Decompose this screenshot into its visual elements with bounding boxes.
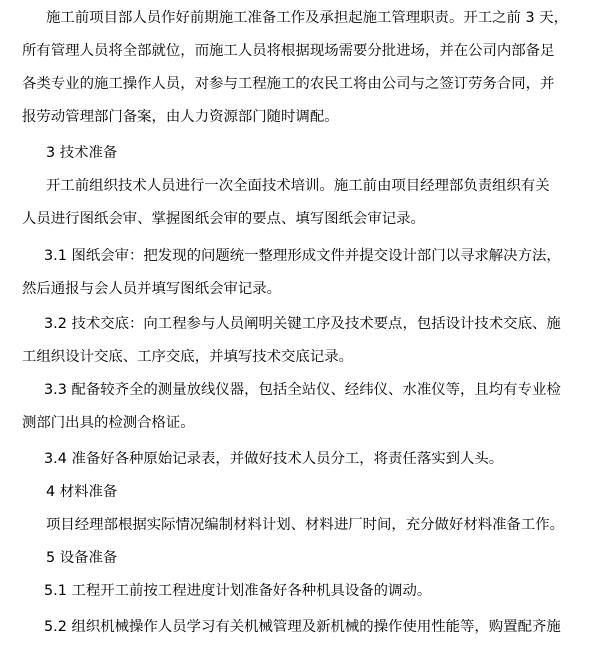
text-line: 所有管理人员将全部就位，而施工人员将根据现场需要分批进场，并在公司内部备足 xyxy=(22,43,555,59)
section-heading: 3 技术准备 xyxy=(46,145,118,161)
text-line: 3.4 准备好各种原始记录表，并做好技术人员分工，将责任落实到人头。 xyxy=(44,451,504,467)
section-heading: 5 设备准备 xyxy=(46,550,118,566)
text-line: 施工前项目部人员作好前期施工准备工作及承担起施工管理职责。开工之前 3 天， xyxy=(46,10,568,26)
text-line: 开工前组织技术人员进行一次全面技术培训。施工前由项目经理部负责组织有关 xyxy=(46,178,550,194)
text-line: 人员进行图纸会审、掌握图纸会审的要点、填写图纸会审记录。 xyxy=(22,211,425,227)
text-line: 测部门出具的检测合格证。 xyxy=(22,415,195,431)
text-line: 5.1 工程开工前按工程进度计划准备好各种机具设备的调动。 xyxy=(44,583,432,599)
section-heading: 4 材料准备 xyxy=(46,484,118,500)
text-line: 项目经理部根据实际情况编制材料计划、材料进厂时间，充分做好材料准备工作。 xyxy=(46,517,565,533)
text-line: 3.3 配备较齐全的测量放线仪器，包括全站仪、经纬仪、水准仪等，且均有专业检 xyxy=(44,382,561,398)
text-line: 各类专业的施工操作人员，对参与工程施工的农民工将由公司与之签订劳务合同，并 xyxy=(22,76,555,92)
text-line: 工组织设计交底、工序交底，并填写技术交底记录。 xyxy=(22,349,353,365)
text-line: 报劳动管理部门备案，由人力资源部门随时调配。 xyxy=(22,109,339,125)
text-line: 然后通报与会人员并填写图纸会审记录。 xyxy=(22,281,282,297)
text-line: 3.1 图纸会审：把发现的问题统一整理形成文件并提交设计部门以寻求解决方法， xyxy=(44,248,561,264)
text-line: 3.2 技术交底：向工程参与人员阐明关键工序及技术要点，包括设计技术交底、施 xyxy=(44,316,561,332)
text-line: 5.2 组织机械操作人员学习有关机械管理及新机械的操作使用性能等，购置配齐施 xyxy=(44,619,561,635)
